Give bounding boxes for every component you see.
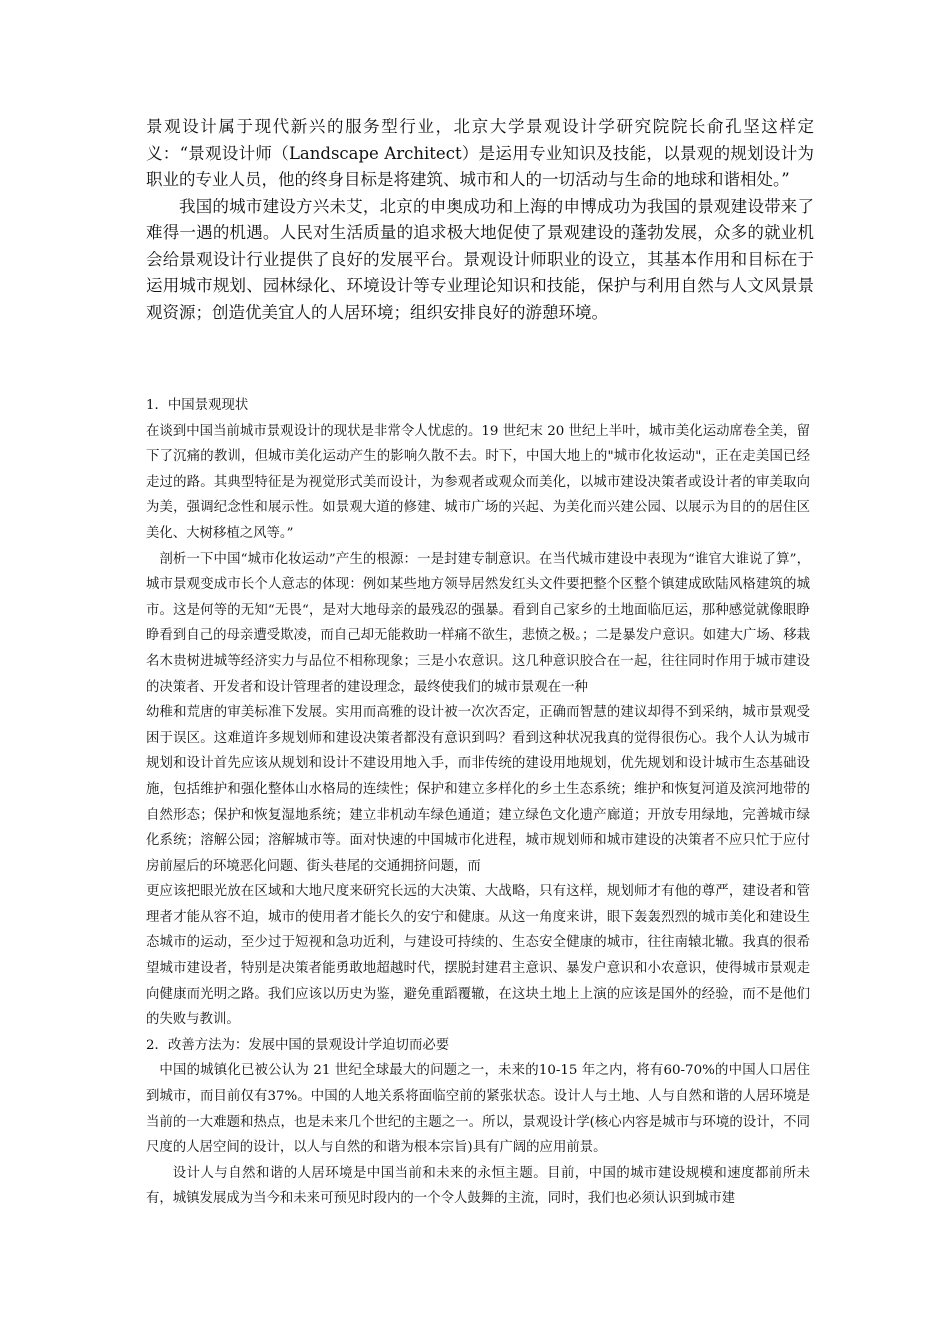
section-1-paragraph-2: 剖析一下中国“城市化妆运动”产生的根源：一是封建专制意识。在当代城市建设中表现为“谁官大谁说了算”，城市景观变成市长个人意志的体现：例如某些地方领导居然发红头文件要把整个区整个镇建成欧陆风格建筑的城市。这是何等的无知“无畏“，是对大地母亲的最残忍的强暴。看到自己家乡的土地面临厄运，那种感觉就像眼睁睁看到自己的母亲遭受欺凌，而自己却无能救助一样痛不欲生，悲愤之极。；二是暴发户意识。如建大广场、移栽名木贵树进城等经济实力与品位不相称现象；三是小农意识。这几种意识胶合在一起，往往同时作用于城市建设的决策者、开发者和设计管理者的建设理念，最终使我们的城市景观在一种 <box>146 551 810 695</box>
intro-paragraph-1: 景观设计属于现代新兴的服务型行业，北京大学景观设计学研究院院长俞孔坚这样定义：“景观设计师（Landscape Architect）是运用专业知识及技能，以景观的规划设计为职业的专业人员，他的终身目标是将建筑、城市和人的一切活动与生命的地球和谐相处。” <box>146 117 814 189</box>
intro-section <box>146 114 814 326</box>
section-1-paragraph-1: 在谈到中国当前城市景观设计的现状是非常令人忧虑的。19 世纪末 20 世纪上半叶，城市美化运动席卷全美，留下了沉痛的教训，但城市美化运动产生的影响久散不去。时下，中国大地上的"城市化妆运动"，正在走美国已经走过的路。其典型特征是为视觉形式美而设计，为参观者或观众而美化，以城市建设决策者或设计者的审美取向为美，强调纪念性和展示性。如景观大道的修建、城市广场的兴起、为美化而兴建公园、以展示为目的的居住区美化、大树移植之风等。” <box>146 423 810 541</box>
main-body <box>146 393 810 1212</box>
section-1-paragraph-3: 幼稚和荒唐的审美标准下发展。实用而高雅的设计被一次次否定，正确而智慧的建议却得不到采纳，城市景观受困于误区。这难道许多规划师和建设决策者都没有意识到吗？看到这种状况我真的觉得很伤心。我个人认为城市规划和设计首先应该从规划和设计不建设用地入手，而非传统的建设用地规划，优先规划和设计城市生态基础设施，包括维护和强化整体山水格局的连续性；保护和建立多样化的乡土生态系统；维护和恢复河道及滨河地带的自然形态；保护和恢复湿地系统；建立非机动车绿色通道；建立绿色文化遗产廊道；开放专用绿地，完善城市绿化系统；溶解公园；溶解城市等。面对快速的中国城市化进程，城市规划师和城市建设的决策者不应只忙于应付房前屋后的环境恶化问题、街头巷尾的交通拥挤问题，而 <box>146 705 810 874</box>
intro-paragraph-2: 我国的城市建设方兴未艾，北京的申奥成功和上海的申博成功为我国的景观建设带来了难得一遇的机遇。人民对生活质量的追求极大地促使了景观建设的蓬勃发展，众多的就业机会给景观设计行业提供了良好的发展平台。景观设计师职业的设立，其基本作用和目标在于运用城市规划、园林绿化、环境设计等专业理论知识和技能，保护与利用自然与人文风景景观资源；创造优美宜人的人居环境；组织安排良好的游憩环境。 <box>146 196 814 322</box>
section-1-paragraph-4: 更应该把眼光放在区域和大地尺度来研究长远的大决策、大战略，只有这样，规划师才有他的尊严，建设者和管理者才能从容不迫，城市的使用者才能长久的安宁和健康。从这一角度来讲，眼下轰轰烈烈的城市美化和建设生态城市的运动，至少过于短视和急功近利，与建设可持续的、生态安全健康的城市，往往南辕北辙。我真的很希望城市建设者，特别是决策者能勇敢地超越时代，摆脱封建君主意识、暴发户意识和小农意识，使得城市景观走向健康而光明之路。我们应该以历史为鉴，避免重蹈覆辙，在这块土地上上演的应该是国外的经验，而不是他们的失败与教训。 <box>146 884 810 1028</box>
section-2-heading: 2．改善方法为：发展中国的景观设计学迫切而必要 <box>146 1037 450 1053</box>
section-2-paragraph-1: 中国的城镇化已被公认为 21 世纪全球最大的问题之一，未来的10-15 年之内，将有60-70%的中国人口居住到城市，而目前仅有37%。中国的人地关系将面临空前的紧张状态。设计人与土地、人与自然和谐的人居环境是当前的一大难题和热点，也是未来几个世纪的主题之一。所以，景观设计学(核心内容是城市与环境的设计，不同尺度的人居空间的设计，以人与自然的和谐为根本宗旨)具有广阔的应用前景。 <box>146 1063 810 1156</box>
section-2-paragraph-2: 设计人与自然和谐的人居环境是中国当前和未来的永恒主题。目前，中国的城市建设规模和速度都前所未有，城镇发展成为当今和未来可预见时段内的一个令人鼓舞的主流，同时，我们也必须认识到城市建 <box>146 1165 810 1207</box>
section-1-heading: 1．中国景观现状 <box>146 398 249 413</box>
